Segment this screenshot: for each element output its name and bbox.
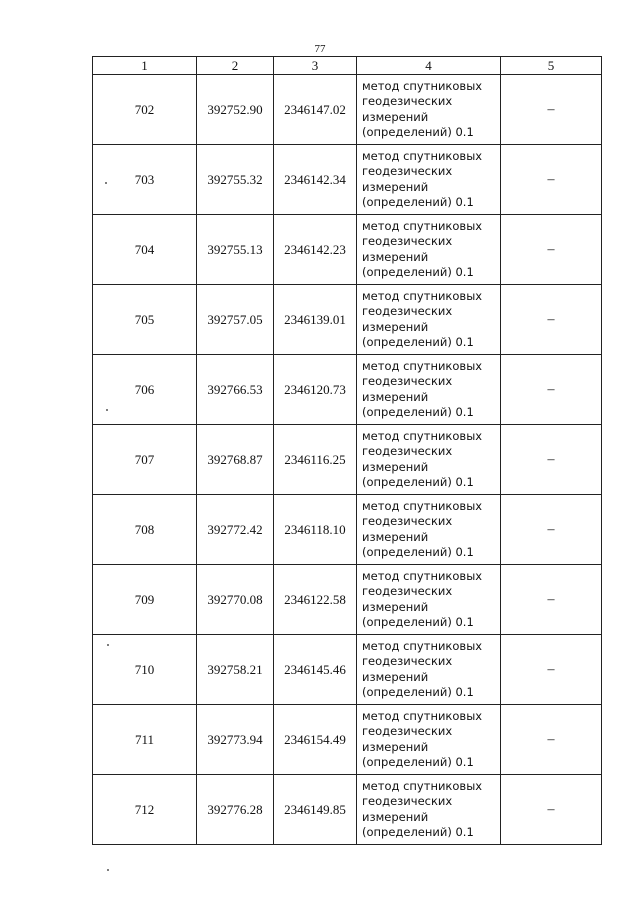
point-cell: 703 xyxy=(93,145,197,215)
scan-speck xyxy=(105,182,107,184)
scan-speck xyxy=(107,869,109,871)
header-cell-3: 3 xyxy=(274,57,357,75)
coordinates-table xyxy=(92,56,602,845)
y-coordinate-cell: 2346122.58 xyxy=(274,565,357,635)
table-row xyxy=(93,285,602,355)
table-row xyxy=(93,565,602,635)
point-cell: 710 xyxy=(93,635,197,705)
method-cell: метод спутниковых геодезических измерений (определений) 0.1 xyxy=(357,565,501,635)
table-row xyxy=(93,215,602,285)
x-coordinate-cell: 392766.53 xyxy=(197,355,274,425)
y-coordinate-cell: 2346149.85 xyxy=(274,775,357,845)
table-row xyxy=(93,355,602,425)
x-coordinate-cell: 392776.28 xyxy=(197,775,274,845)
point-cell: 709 xyxy=(93,565,197,635)
point-cell: 712 xyxy=(93,775,197,845)
note-cell: – xyxy=(501,285,602,355)
method-cell: метод спутниковых геодезических измерений (определений) 0.1 xyxy=(357,75,501,145)
note-cell: – xyxy=(501,215,602,285)
header-cell-2: 2 xyxy=(197,57,274,75)
note-cell: – xyxy=(501,75,602,145)
table-header xyxy=(93,57,602,75)
table-row xyxy=(93,775,602,845)
x-coordinate-cell: 392755.13 xyxy=(197,215,274,285)
note-cell: – xyxy=(501,775,602,845)
method-cell: метод спутниковых геодезических измерений (определений) 0.1 xyxy=(357,635,501,705)
header-row xyxy=(93,57,602,75)
point-cell: 708 xyxy=(93,495,197,565)
y-coordinate-cell: 2346154.49 xyxy=(274,705,357,775)
point-cell: 706 xyxy=(93,355,197,425)
method-cell: метод спутниковых геодезических измерений (определений) 0.1 xyxy=(357,495,501,565)
method-cell: метод спутниковых геодезических измерений (определений) 0.1 xyxy=(357,145,501,215)
y-coordinate-cell: 2346142.34 xyxy=(274,145,357,215)
scan-speck xyxy=(106,409,108,411)
header-cell-5: 5 xyxy=(501,57,602,75)
x-coordinate-cell: 392755.32 xyxy=(197,145,274,215)
y-coordinate-cell: 2346147.02 xyxy=(274,75,357,145)
table-row xyxy=(93,705,602,775)
y-coordinate-cell: 2346118.10 xyxy=(274,495,357,565)
method-cell: метод спутниковых геодезических измерений (определений) 0.1 xyxy=(357,425,501,495)
x-coordinate-cell: 392757.05 xyxy=(197,285,274,355)
method-cell: метод спутниковых геодезических измерений (определений) 0.1 xyxy=(357,775,501,845)
note-cell: – xyxy=(501,145,602,215)
note-cell: – xyxy=(501,355,602,425)
x-coordinate-cell: 392768.87 xyxy=(197,425,274,495)
point-cell: 711 xyxy=(93,705,197,775)
note-cell: – xyxy=(501,565,602,635)
point-cell: 707 xyxy=(93,425,197,495)
method-cell: метод спутниковых геодезических измерений (определений) 0.1 xyxy=(357,215,501,285)
point-cell: 704 xyxy=(93,215,197,285)
x-coordinate-cell: 392758.21 xyxy=(197,635,274,705)
table-row xyxy=(93,425,602,495)
scan-speck xyxy=(107,644,109,646)
table-row xyxy=(93,495,602,565)
table-body xyxy=(93,75,602,845)
method-cell: метод спутниковых геодезических измерений (определений) 0.1 xyxy=(357,705,501,775)
table-row xyxy=(93,75,602,145)
page-number: 77 xyxy=(314,43,326,55)
method-cell: метод спутниковых геодезических измерений (определений) 0.1 xyxy=(357,285,501,355)
note-cell: – xyxy=(501,425,602,495)
header-cell-1: 1 xyxy=(93,57,197,75)
table-row xyxy=(93,635,602,705)
method-cell: метод спутниковых геодезических измерений (определений) 0.1 xyxy=(357,355,501,425)
point-cell: 705 xyxy=(93,285,197,355)
table-row xyxy=(93,145,602,215)
header-cell-4: 4 xyxy=(357,57,501,75)
x-coordinate-cell: 392752.90 xyxy=(197,75,274,145)
y-coordinate-cell: 2346116.25 xyxy=(274,425,357,495)
y-coordinate-cell: 2346120.73 xyxy=(274,355,357,425)
note-cell: – xyxy=(501,635,602,705)
note-cell: – xyxy=(501,705,602,775)
y-coordinate-cell: 2346139.01 xyxy=(274,285,357,355)
y-coordinate-cell: 2346142.23 xyxy=(274,215,357,285)
x-coordinate-cell: 392772.42 xyxy=(197,495,274,565)
note-cell: – xyxy=(501,495,602,565)
point-cell: 702 xyxy=(93,75,197,145)
x-coordinate-cell: 392773.94 xyxy=(197,705,274,775)
y-coordinate-cell: 2346145.46 xyxy=(274,635,357,705)
x-coordinate-cell: 392770.08 xyxy=(197,565,274,635)
